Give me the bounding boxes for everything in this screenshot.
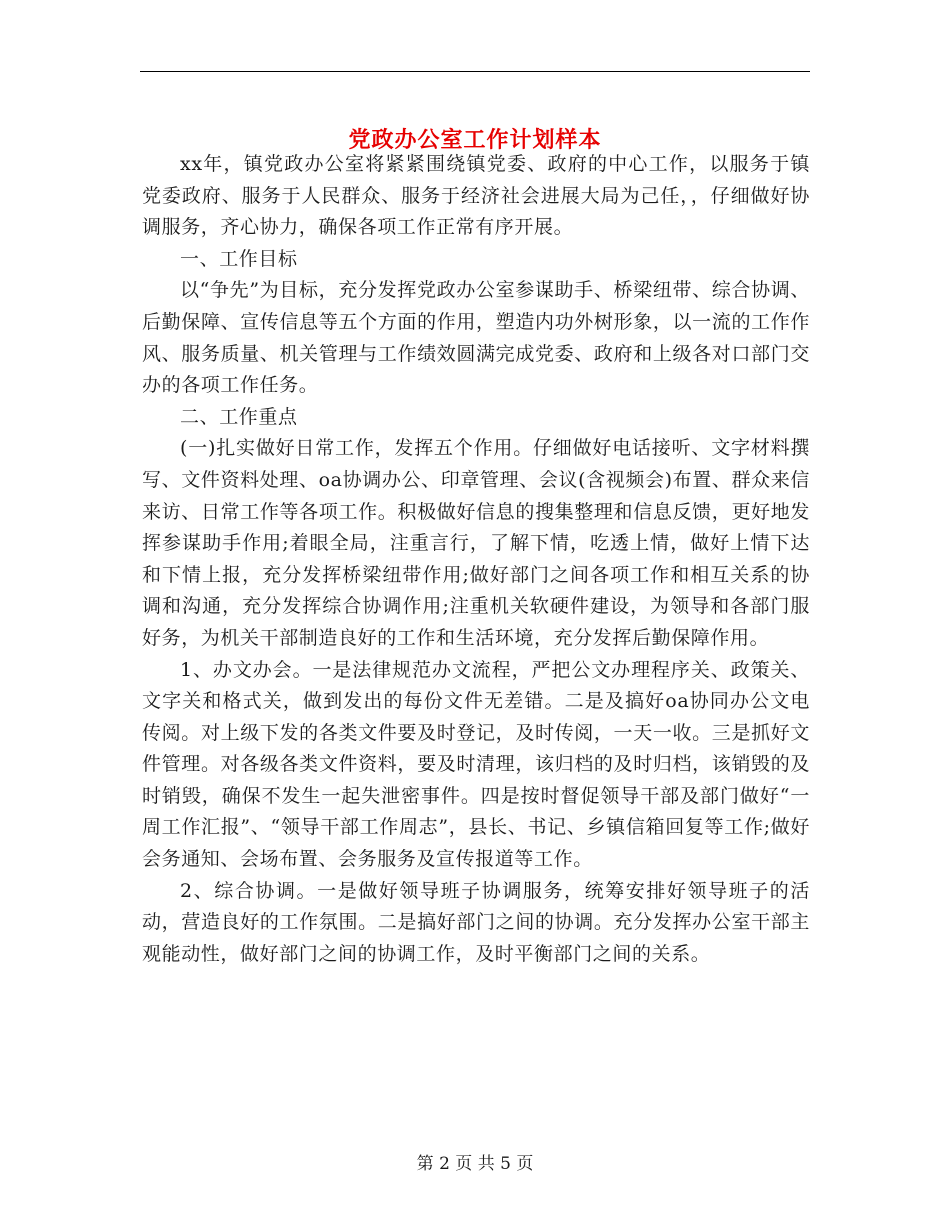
header-rule	[140, 71, 810, 72]
document-title: 党政办公室工作计划样本	[348, 126, 602, 153]
section-heading-goals: 一、工作目标	[180, 247, 298, 270]
document-body	[142, 149, 810, 970]
section-heading-priorities: 二、工作重点	[180, 405, 298, 428]
daily-work-paragraph: (一)扎实做好日常工作，发挥五个作用。仔细做好电话接听、文字材料撰写、文件资料处理、oa协调办公、印章管理、会议(含视频会)布置、群众来信来访、日常工作等各项工作。积极做好信息的搜集整理和信息反馈，更好地发挥参谋助手作用;着眼全局，注重言行，了解下情，吃透上情，做好上情下达和下情上报，充分发挥桥梁纽带作用;做好部门之间各项工作和相互关系的协调和沟通，充分发挥综合协调作用;注重机关软硬件建设，为领导和各部门服好务，为机关干部制造良好的工作和生活环境，充分发挥后勤保障作用。	[142, 437, 810, 649]
goals-paragraph: 以“争先”为目标，充分发挥党政办公室参谋助手、桥梁纽带、综合协调、后勤保障、宣传信息等五个方面的作用，塑造内功外树形象，以一流的工作作风、服务质量、机关管理与工作绩效圆满完成党委、政府和上级各对口部门交办的各项工作任务。	[142, 279, 810, 397]
intro-paragraph: xx年，镇党政办公室将紧紧围绕镇党委、政府的中心工作，以服务于镇党委政府、服务于人民群众、服务于经济社会进展大局为己任，，仔细做好协调服务，齐心协力，确保各项工作正常有序开展。	[142, 153, 810, 239]
coordination-paragraph: 2、综合协调。一是做好领导班子协调服务，统筹安排好领导班子的活动，营造良好的工作氛围。二是搞好部门之间的协调。充分发挥办公室干部主观能动性，做好部门之间的协调工作，及时平衡部门之间的关系。	[142, 879, 810, 965]
page-number-footer: 第 2 页 共 5 页	[416, 1154, 534, 1174]
document-meeting-paragraph: 1、办文办会。一是法律规范办文流程，严把公文办理程序关、政策关、文字关和格式关，做到发出的每份文件无差错。二是及搞好oa协同办公文电传阅。对上级下发的各类文件要及时登记，及时传阅，一天一收。三是抓好文件管理。对各级各类文件资料，要及时清理，该归档的及时归档，该销毁的及时销毁，确保不发生一起失泄密事件。四是按时督促领导干部及部门做好“一周工作汇报”、“领导干部工作周志”，县长、书记、乡镇信箱回复等工作;做好会务通知、会场布置、会务服务及宣传报道等工作。	[142, 658, 810, 871]
